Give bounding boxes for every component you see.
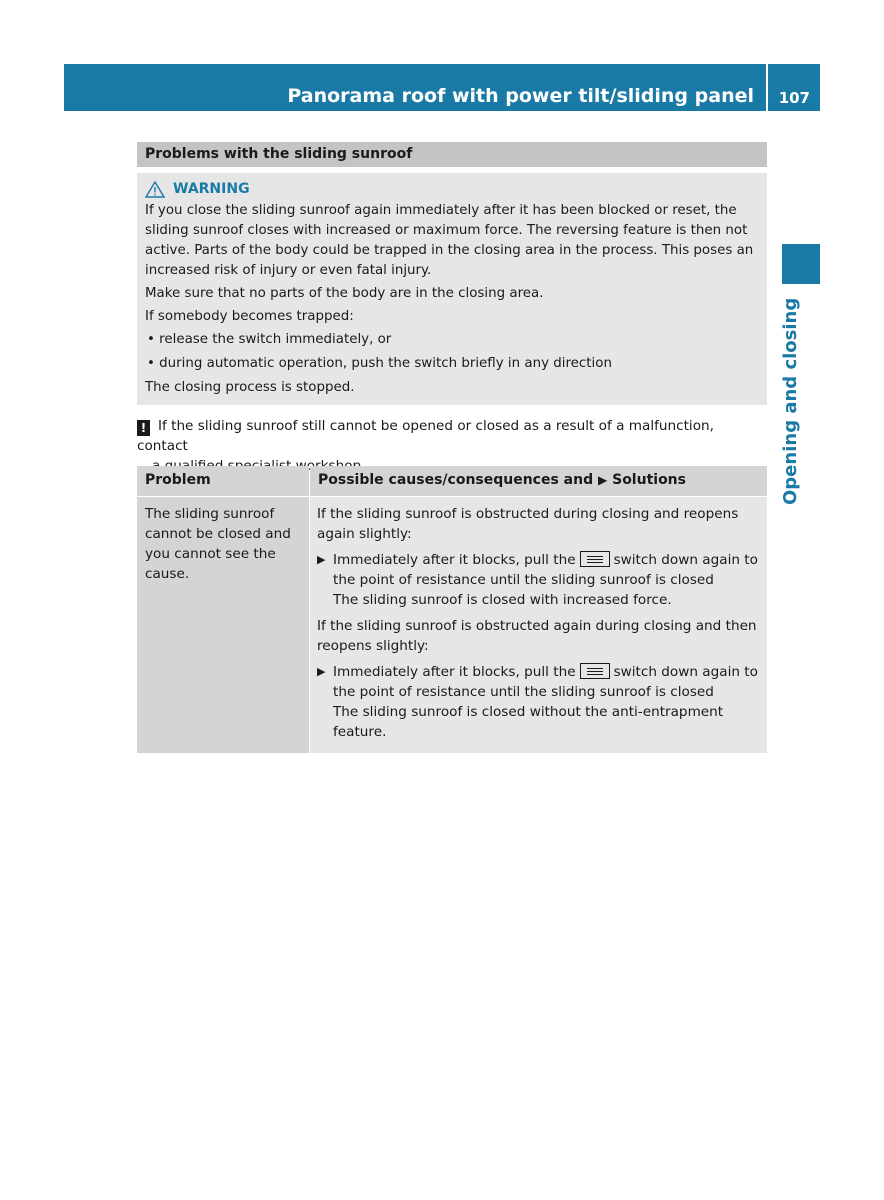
warning-paragraph: If somebody becomes trapped:	[145, 309, 354, 324]
problem-table	[137, 466, 767, 753]
warning-label-text: WARNING	[173, 181, 250, 197]
warning-box	[137, 173, 767, 405]
result-text: The sliding sunroof is closed with increased force.	[333, 592, 672, 608]
warning-bullet: • release the switch immediately, or	[147, 332, 392, 347]
instruction-step: ▶ Immediately after it blocks, pull the switch down again to the point of resistance until the sliding sunroof is closed The sliding sunroof is closed with increased force.	[317, 552, 758, 608]
arrow-right-icon: ▶	[317, 665, 326, 678]
result-text: The sliding sunroof is closed without the anti-entrapment feature.	[333, 704, 724, 740]
switch-icon	[580, 551, 610, 567]
page-number-box	[768, 64, 820, 111]
warning-paragraph: Make sure that no parts of the body are in the closing area.	[145, 286, 544, 301]
warning-paragraph: The closing process is stopped.	[145, 380, 355, 395]
page-title: Panorama roof with power tilt/sliding panel	[287, 85, 754, 107]
table-header-solution: Possible causes/consequences and ▶ Solutions	[310, 466, 767, 496]
table-header-problem: Problem	[137, 466, 309, 496]
table-cell-problem: The sliding sunroof cannot be closed and you cannot see the cause.	[137, 497, 309, 753]
warning-paragraph: If you close the sliding sunroof again immediately after it has been blocked or reset, the sliding sunroof closes with increased or maximum force. The reversing feature is then not active. Parts of the body could be trapped in the closing area in the process. This poses an increased risk of injury or even fatal injury.	[145, 203, 754, 278]
cause-text: If the sliding sunroof is obstructed during closing and reopens again slightly:	[317, 506, 739, 542]
warning-bullet: • during automatic operation, push the switch briefly in any direction	[147, 356, 612, 371]
side-tab-marker	[782, 244, 820, 284]
table-cell-solution	[310, 497, 767, 753]
warning-label	[145, 179, 759, 199]
switch-icon	[580, 663, 610, 679]
arrow-right-icon: ▶	[598, 473, 608, 487]
page-number: 107	[778, 89, 810, 107]
exclamation-icon: !	[137, 420, 150, 436]
section-heading: Problems with the sliding sunroof	[137, 142, 767, 167]
warning-triangle-icon	[145, 181, 165, 198]
instruction-step: ▶ Immediately after it blocks, pull the switch down again to the point of resistance until the sliding sunroof is closed The sliding sunroof is closed without the anti-entrapment feature.	[317, 664, 758, 740]
arrow-right-icon: ▶	[317, 553, 326, 566]
notice-text: If the sliding sunroof still cannot be opened or closed as a result of a malfunction, contact	[137, 418, 714, 454]
side-tab-label: Opening and closing	[780, 297, 801, 505]
cause-text: If the sliding sunroof is obstructed again during closing and then reopens slightly:	[317, 618, 757, 654]
header-bar	[64, 64, 766, 111]
